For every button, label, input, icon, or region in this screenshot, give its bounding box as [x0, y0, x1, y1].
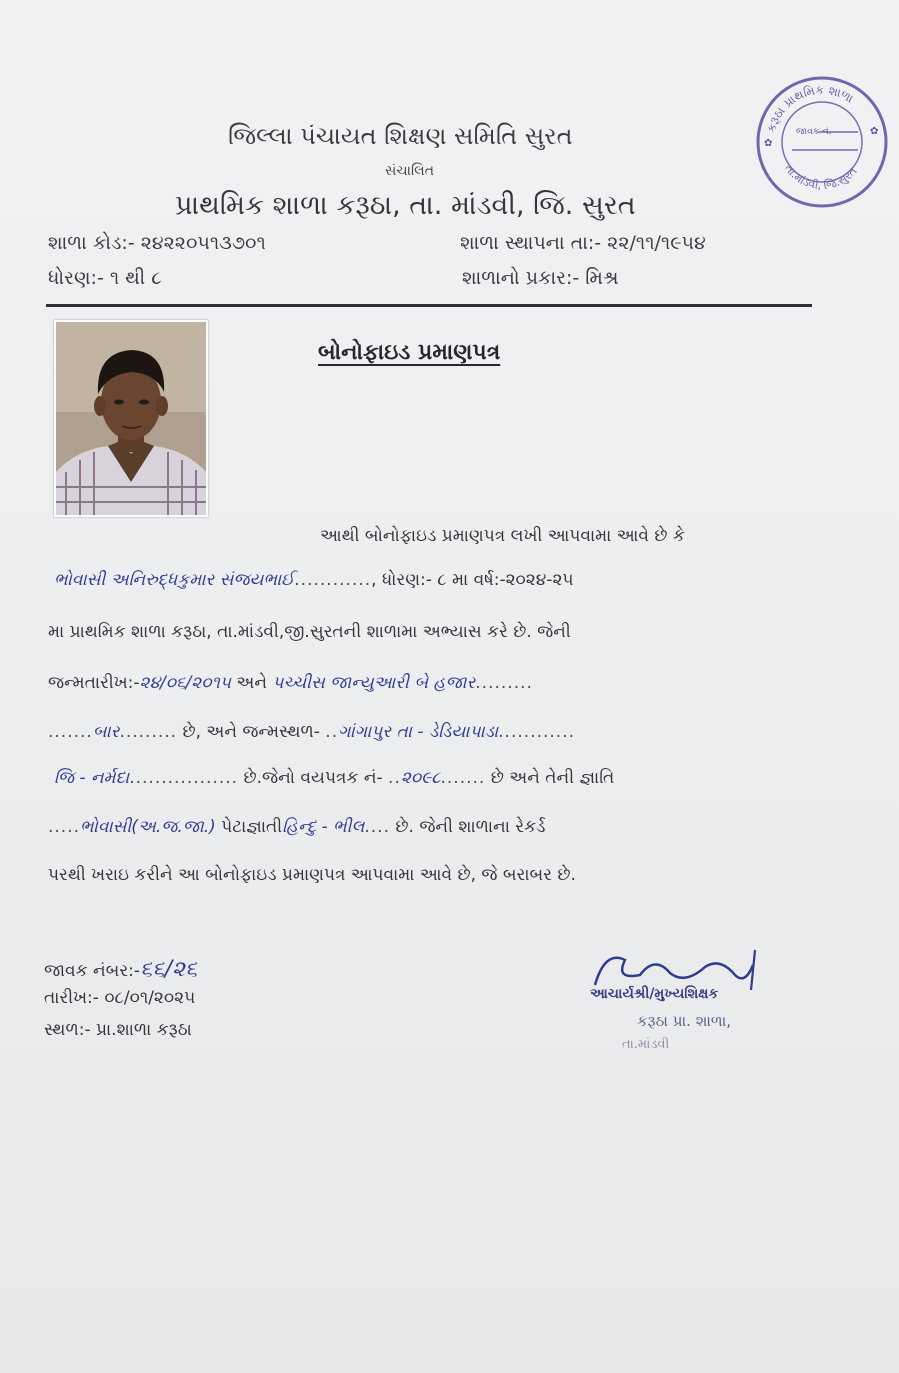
committee-name: જિલ્લા પંચાયત શિક્ષણ સમિતિ સુરત — [228, 122, 573, 150]
issue-date: તારીખ:- ૦૮/૦૧/૨૦૨૫ — [44, 988, 196, 1008]
signatory-school: કરૂઠા પ્રા. શાળા, — [637, 1012, 732, 1030]
header-divider — [46, 304, 812, 307]
dob-line: જન્મતારીખ:-૨૪/૦૬/૨૦૧૫ અને પચ્ચીસ જાન્યુઆરી બે હજાર......... — [48, 673, 533, 693]
subcaste-value: હિન્દુ - ભીલ — [282, 817, 365, 837]
stamp-flower-icon-left: ✿ — [764, 138, 773, 149]
certificate-title: બોનોફાઇડ પ્રમાણપત્ર — [318, 340, 501, 365]
district-value: જિ - નર્મદા — [54, 768, 130, 788]
birthplace-line: .......બાર......... છે, અને જન્મસ્થળ- ..ગાંગાપુર તા - ડેડિયાપાડા............ — [48, 722, 576, 742]
dob-value: ૨૪/૦૬/૨૦૧૫ — [139, 673, 231, 693]
outward-number-line — [44, 957, 197, 982]
dob-label: જન્મતારીખ:- — [48, 673, 140, 693]
birthplace-value: ગાંગાપુર તા - ડેડિયાપાડા — [338, 722, 499, 742]
school-study-line: મા પ્રાથમિક શાળા કરૂઠા, તા.માંડવી,જી.સુરતની શાળામા અભ્યાસ કરે છે. જેની — [48, 622, 571, 642]
signatory-title: આચાર્યશ્રી/મુખ્યશિક્ષક — [590, 986, 719, 1002]
standard-label: ધોરણ:- — [381, 570, 432, 590]
caste-label: છે અને તેની જ્ઞાતિ — [490, 768, 615, 788]
stamp-outer-bottom-text: તા.માંડવી, જિ.સુરત — [782, 162, 860, 193]
student-name-line: ભોવાસી અનિરુદ્ધકુમાર સંજયભાઈ............, ધોરણ:- ૮ મા વર્ષ:-૨૦૨૪-૨૫ — [54, 570, 574, 590]
stamp-flower-icon-right: ✿ — [870, 126, 879, 137]
dob-in-words-cont: બાર — [92, 722, 120, 742]
stamp-outer-top-text: કરૂઠા પ્રાથમિક શાળા — [764, 82, 856, 134]
dob-and: અને — [236, 673, 267, 693]
school-code: શાળા કોડ:- ૨૪૨૨૦૫૧૩૭૦૧ — [48, 232, 266, 254]
school-round-stamp — [752, 72, 892, 212]
district-line: જિ - નર્મદા................. છે.જેનો વયપત્રક નં- ..૨૦૯૮....... છે અને તેની જ્ઞાતિ — [54, 768, 615, 788]
school-type: શાળાનો પ્રકાર:- મિશ્ર — [462, 267, 619, 289]
subcaste-label: પેટાજ્ઞાતી — [221, 817, 283, 837]
school-name: પ્રાથમિક શાળા કરૂઠા, તા. માંડવી, જિ. સુરત — [175, 190, 636, 221]
age-proof-label: છે.જેનો વયપત્રક નં- — [243, 768, 383, 788]
caste-line: .....ભોવાસી(અ.જ.જા.) પેટાજ્ઞાતીહિન્દુ - ભીલ.... છે. જેની શાળાના રેકર્ડ — [48, 817, 546, 837]
caste-value: ભોવાસી(અ.જ.જા.) — [80, 817, 216, 837]
stamp-inner-text: જાવક નં. — [796, 127, 832, 137]
student-photo — [54, 320, 208, 517]
standard-year: ૮ મા વર્ષ:-૨૦૨૪-૨૫ — [437, 570, 574, 590]
record-text: છે. જેની શાળાના રેકર્ડ — [395, 817, 546, 837]
outward-number: ૬૬/૨૬ — [139, 957, 198, 982]
age-proof-number: ૨૦૯૮ — [400, 768, 441, 788]
student-name: ભોવાસી અનિરુદ્ધકુમાર સંજયભાઈ — [54, 570, 295, 590]
issue-place: સ્થળ:- પ્રા.શાળા કરૂઠા — [44, 1020, 192, 1040]
certificate-intro: આથી બોનોફાઇડ પ્રમાણપત્ર લખી આપવામા આવે છે કે — [320, 526, 685, 546]
outward-label: જાવક નંબર:- — [44, 961, 140, 981]
svg-text:તા.માંડવી, જિ.સુરત — [782, 162, 860, 192]
school-founded-date: શાળા સ્થાપના તા:- ૨૨/૧૧/૧૯૫૪ — [460, 232, 706, 254]
managed-by-label: સંચાલિત — [385, 163, 434, 179]
signatory-taluka: તા.માંડવી — [622, 1037, 670, 1052]
school-standards: ધોરણ:- ૧ થી ૮ — [48, 267, 162, 289]
dob-in-words: પચ્ચીસ જાન્યુઆરી બે હજાર — [272, 673, 476, 693]
birthplace-label: છે, અને જન્મસ્થળ- — [182, 722, 320, 742]
certificate-closing: પરથી ખરાઇ કરીને આ બોનોફાઇડ પ્રમાણપત્ર આપવામા આવે છે, જે બરાબર છે. — [48, 865, 576, 885]
